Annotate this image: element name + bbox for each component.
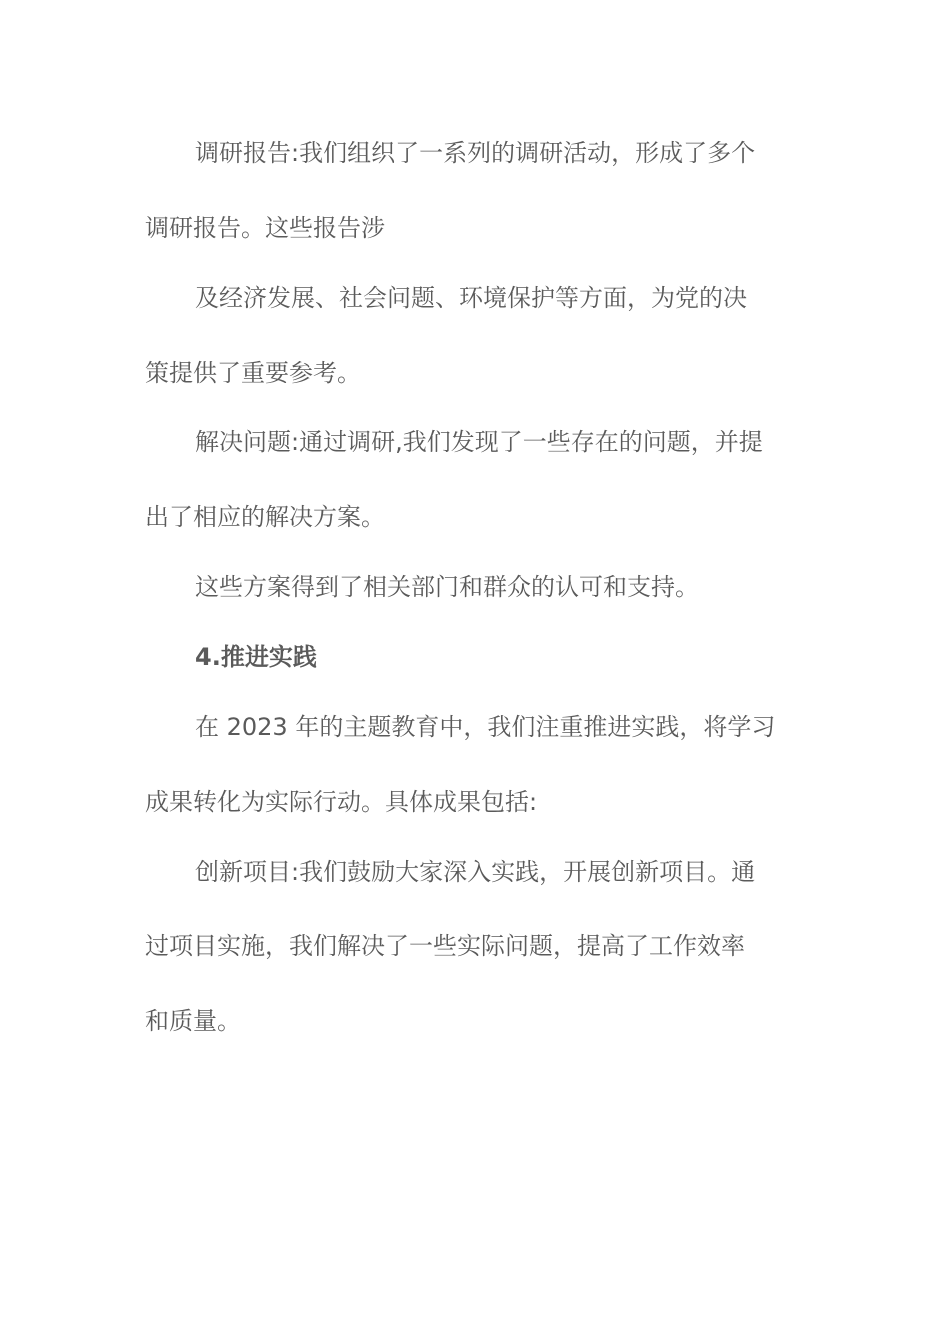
section-heading: 4.推进实践 bbox=[195, 643, 317, 671]
paragraph-line: 及经济发展、社会问题、环境保护等方面，为党的决 bbox=[195, 284, 747, 312]
paragraph-line: 策提供了重要参考。 bbox=[145, 359, 361, 387]
paragraph-line: 这些方案得到了相关部门和群众的认可和支持。 bbox=[195, 573, 699, 601]
paragraph-line: 过项目实施，我们解决了一些实际问题，提高了工作效率 bbox=[145, 932, 745, 960]
paragraph-line: 解决问题:通过调研,我们发现了一些存在的问题，并提 bbox=[195, 428, 763, 456]
paragraph-line: 在 2023 年的主题教育中，我们注重推进实践，将学习 bbox=[195, 713, 776, 741]
paragraph-line: 出了相应的解决方案。 bbox=[145, 503, 385, 531]
paragraph-line: 创新项目:我们鼓励大家深入实践，开展创新项目。通 bbox=[195, 858, 756, 886]
paragraph-line: 成果转化为实际行动。具体成果包括: bbox=[145, 788, 538, 816]
paragraph-line: 和质量。 bbox=[145, 1007, 241, 1035]
paragraph-line: 调研报告。这些报告涉 bbox=[145, 214, 385, 242]
paragraph-line: 调研报告:我们组织了一系列的调研活动，形成了多个 bbox=[195, 139, 756, 167]
